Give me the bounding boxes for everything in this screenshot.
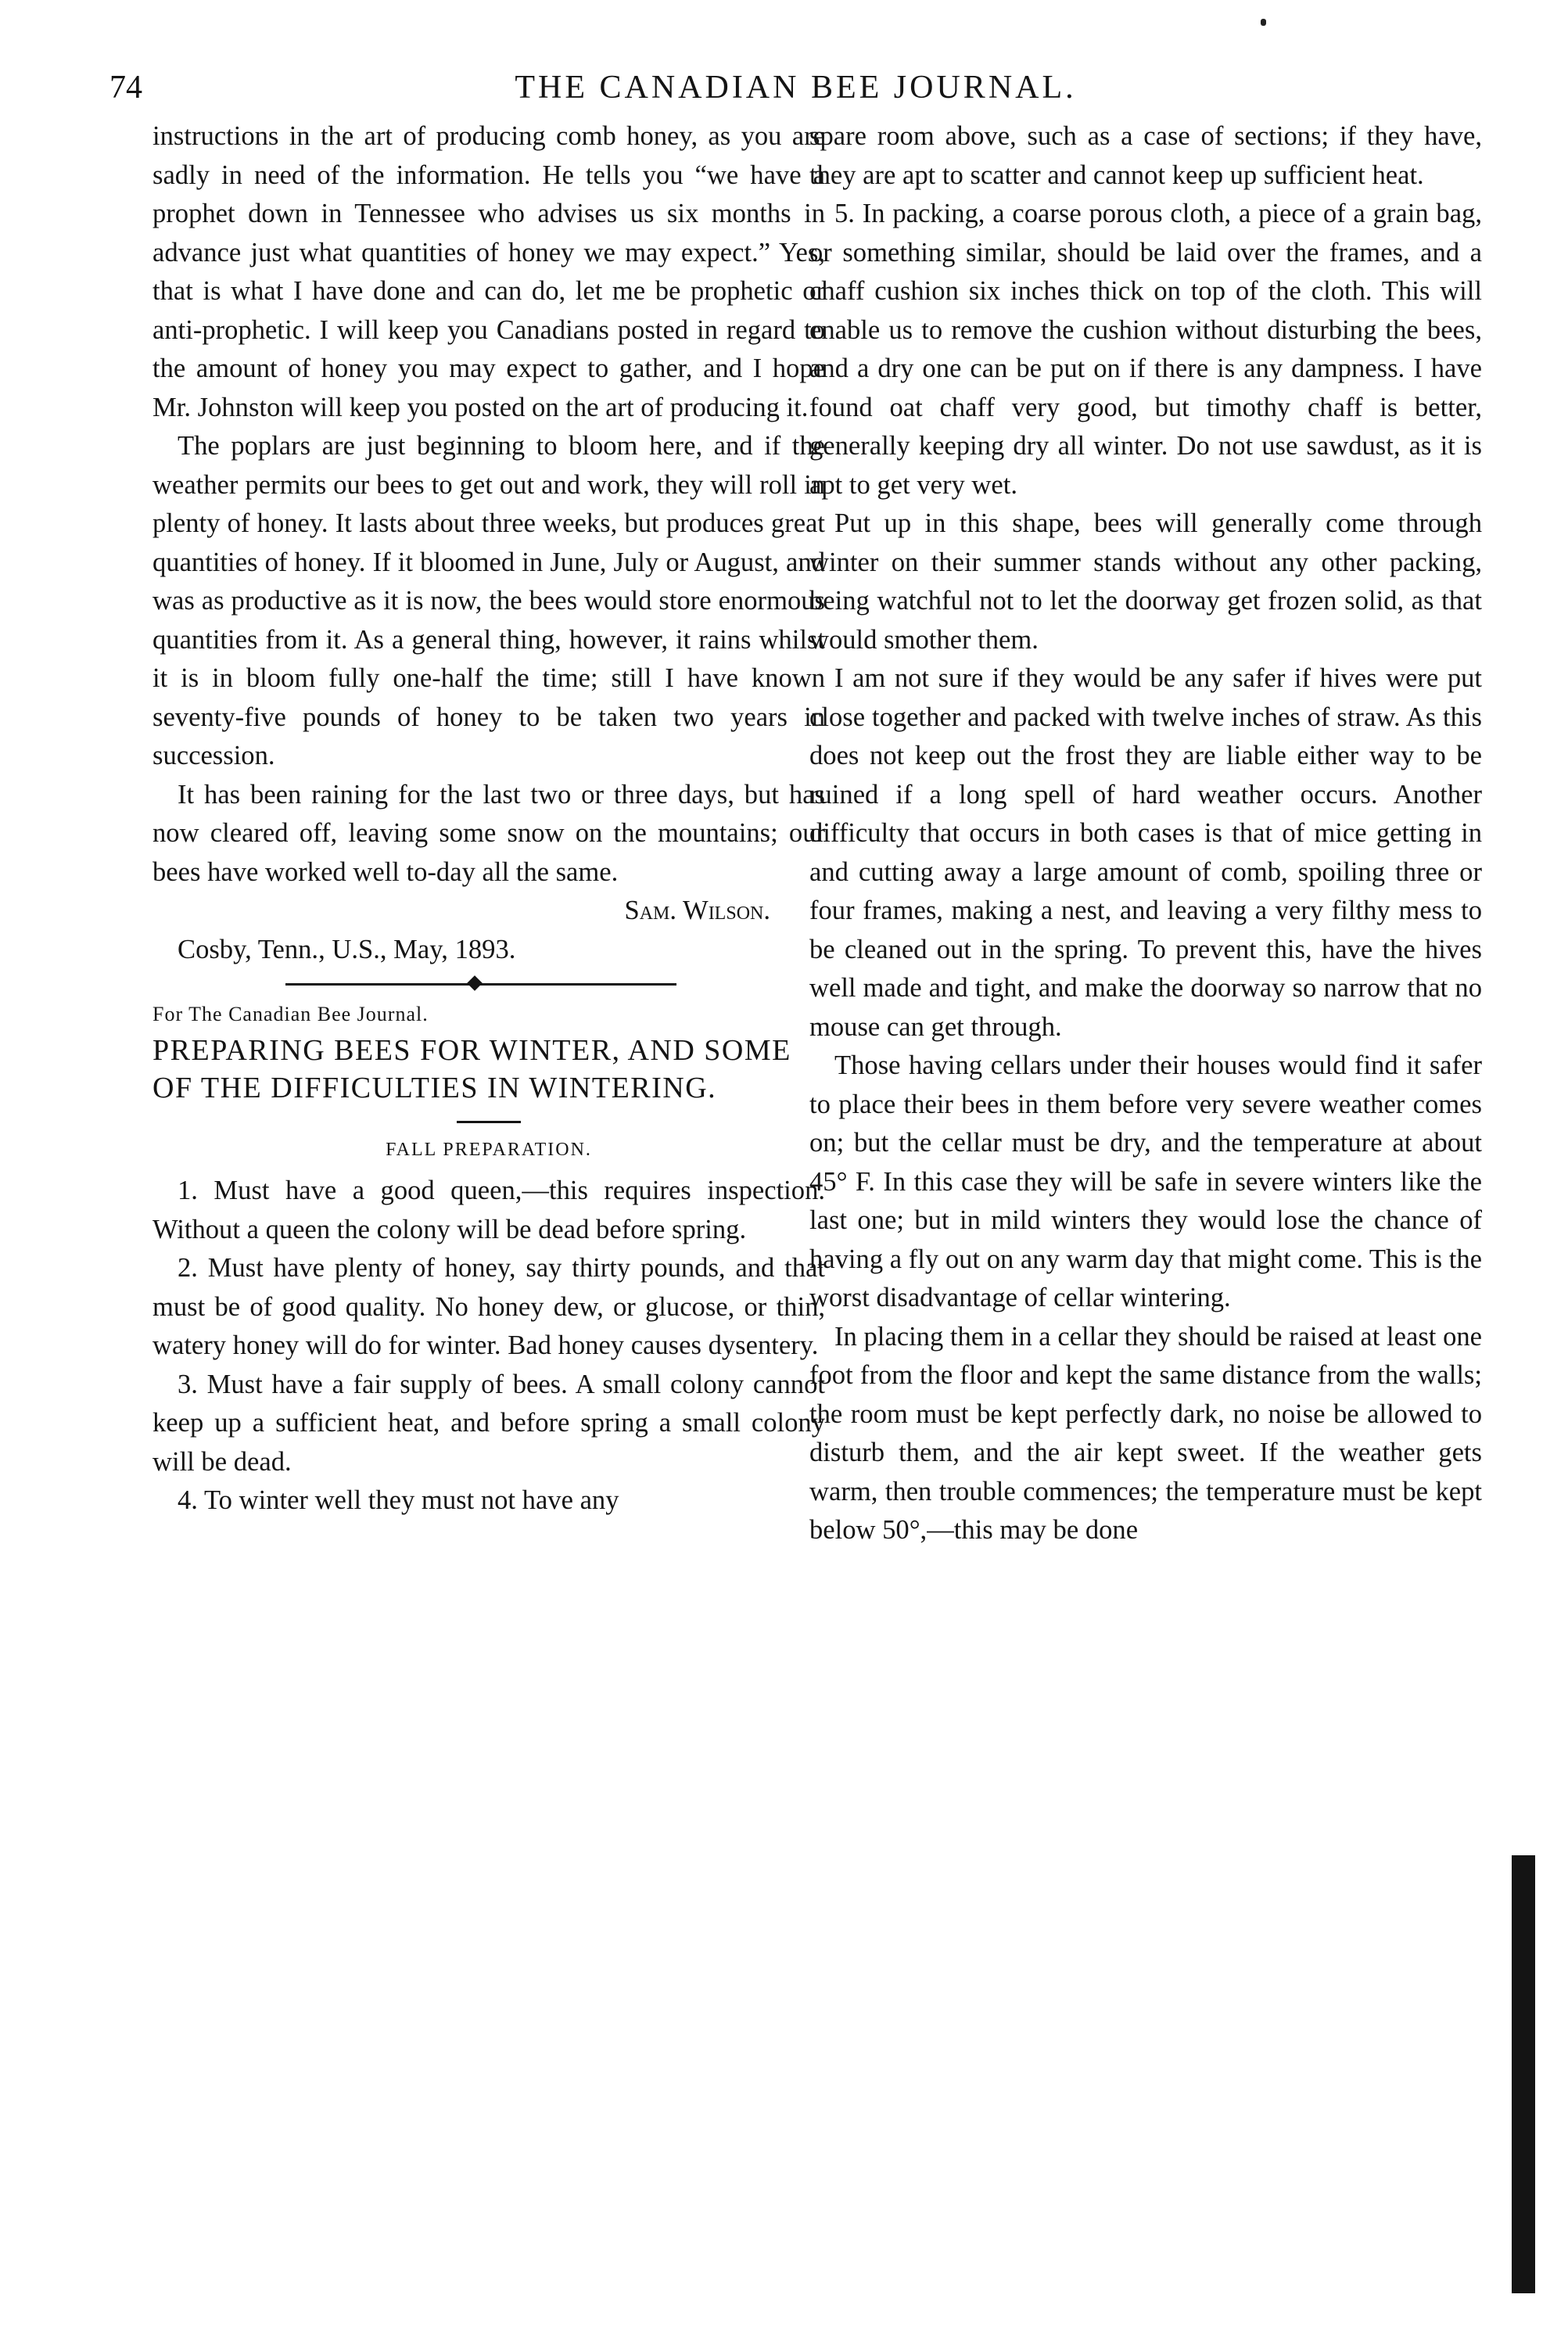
paragraph: Put up in this shape, bees will generally come through winter on their summer stands without any other packing, being watchful not to let the doorway get frozen solid, as that would smother them. <box>809 508 1482 655</box>
paragraph: I am not sure if they would be any safer if hives were put close together and packed with twelve inches of straw. As this does not keep out the frost they are liable either way to be ruined if a long spell of hard weather occurs. Another difficulty that occurs in both cases is that of mice getting in and cutting away a large amount of comb, spoiling three or four frames, making a nest, and leaving a very filthy mess to be cleaned out in the spring. To prevent this, have the hives well made and tight, and make the doorway so narrow that no mouse can get through. <box>809 663 1482 1042</box>
paragraph: In placing them in a cellar they should be raised at least one foot from the floor and kept the same distance from the walls; the room must be kept perfectly dark, no noise be allowed to disturb them, and the air kept sweet. If the weather gets warm, then trouble commences; the temperature must be kept below 50°,—this may be done <box>809 1321 1482 1545</box>
author-signature: Sam. Wilson. <box>624 896 770 925</box>
paragraph: instructions in the art of producing comb honey, as you are sadly in need of the information. He tells you “we have a prophet down in Tennessee who advises us six months in advance just what quantities of honey we may expect.” Yes, that is what I have done and can do, let me be prophetic or anti-prophetic. I will keep you Canadians posted in regard to the amount of honey you may expect to gather, and I hope Mr. Johnston will keep you posted on the art of producing it. <box>152 121 825 422</box>
article-title: PREPARING BEES FOR WINTER, AND SOME OF THE DIFFICULTIES IN WINTERING. <box>152 1034 791 1104</box>
paragraph: Those having cellars under their houses would find it safer to place their bees in them before very severe weather comes on; but the cellar must be dry, and the temperature at about 45° F. In this case they will be safe in severe winters like the last one; but in mild winters they would lose the chance of having a fly out on any warm day that might come. This is the worst disadvantage of cellar wintering. <box>809 1050 1482 1312</box>
binding-edge-bar <box>1512 1855 1535 2293</box>
list-item: 4. To winter well they must not have any <box>178 1485 619 1515</box>
section-heading: FALL PREPARATION. <box>386 1140 592 1160</box>
left-column <box>152 117 825 1521</box>
ornamental-divider <box>152 969 825 999</box>
paragraph: It has been raining for the last two or three days, but has now cleared off, leaving some snow on the mountains; our bees have worked well to-day all the same. <box>152 779 825 887</box>
right-column <box>809 117 1482 1550</box>
paragraph: The poplars are just beginning to bloom here, and if the weather permits our bees to get out and work, they will roll in plenty of honey. It lasts about three weeks, but produces great quantities of honey. If it bloomed in June, July or August, and was as productive as it is now, the bees would store enormous quantities from it. As a general thing, however, it rains whilst it is in bloom fully one-half the time; still I have known seventy-five pounds of honey to be taken two years in succession. <box>152 431 825 770</box>
article-attribution: For The Canadian Bee Journal. <box>152 1003 429 1025</box>
list-item: 3. Must have a fair supply of bees. A small colony cannot keep up a sufficient heat, and before spring a small colony will be dead. <box>152 1369 825 1477</box>
journal-title: THE CANADIAN BEE JOURNAL. <box>515 70 1077 106</box>
paragraph: spare room above, such as a case of sections; if they have, they are apt to scatter and cannot keep up sufficient heat. <box>809 121 1482 190</box>
divider-ornament <box>467 975 483 991</box>
page-header <box>109 64 1482 114</box>
list-item: 1. Must have a good queen,—this requires inspection. Without a queen the colony will be dead before spring. <box>152 1176 825 1244</box>
print-speck <box>1261 19 1266 26</box>
page-number: 74 <box>109 70 142 106</box>
dateline: Cosby, Tenn., U.S., May, 1893. <box>178 934 516 964</box>
paragraph: 5. In packing, a coarse porous cloth, a piece of a grain bag, or something similar, should be laid over the frames, and a chaff cushion six inches thick on top of the cloth. This will enable us to remove the cushion without disturbing the bees, and a dry one can be put on if there is any dampness. I have found oat chaff very good, but timothy chaff is better, generally keeping dry all winter. Do not use sawdust, as it is apt to get very wet. <box>809 199 1482 500</box>
section-rule <box>457 1121 521 1123</box>
list-item: 2. Must have plenty of honey, say thirty pounds, and that must be of good quality. No honey dew, or glucose, or thin, watery honey will do for winter. Bad honey causes dysentery. <box>152 1253 825 1360</box>
